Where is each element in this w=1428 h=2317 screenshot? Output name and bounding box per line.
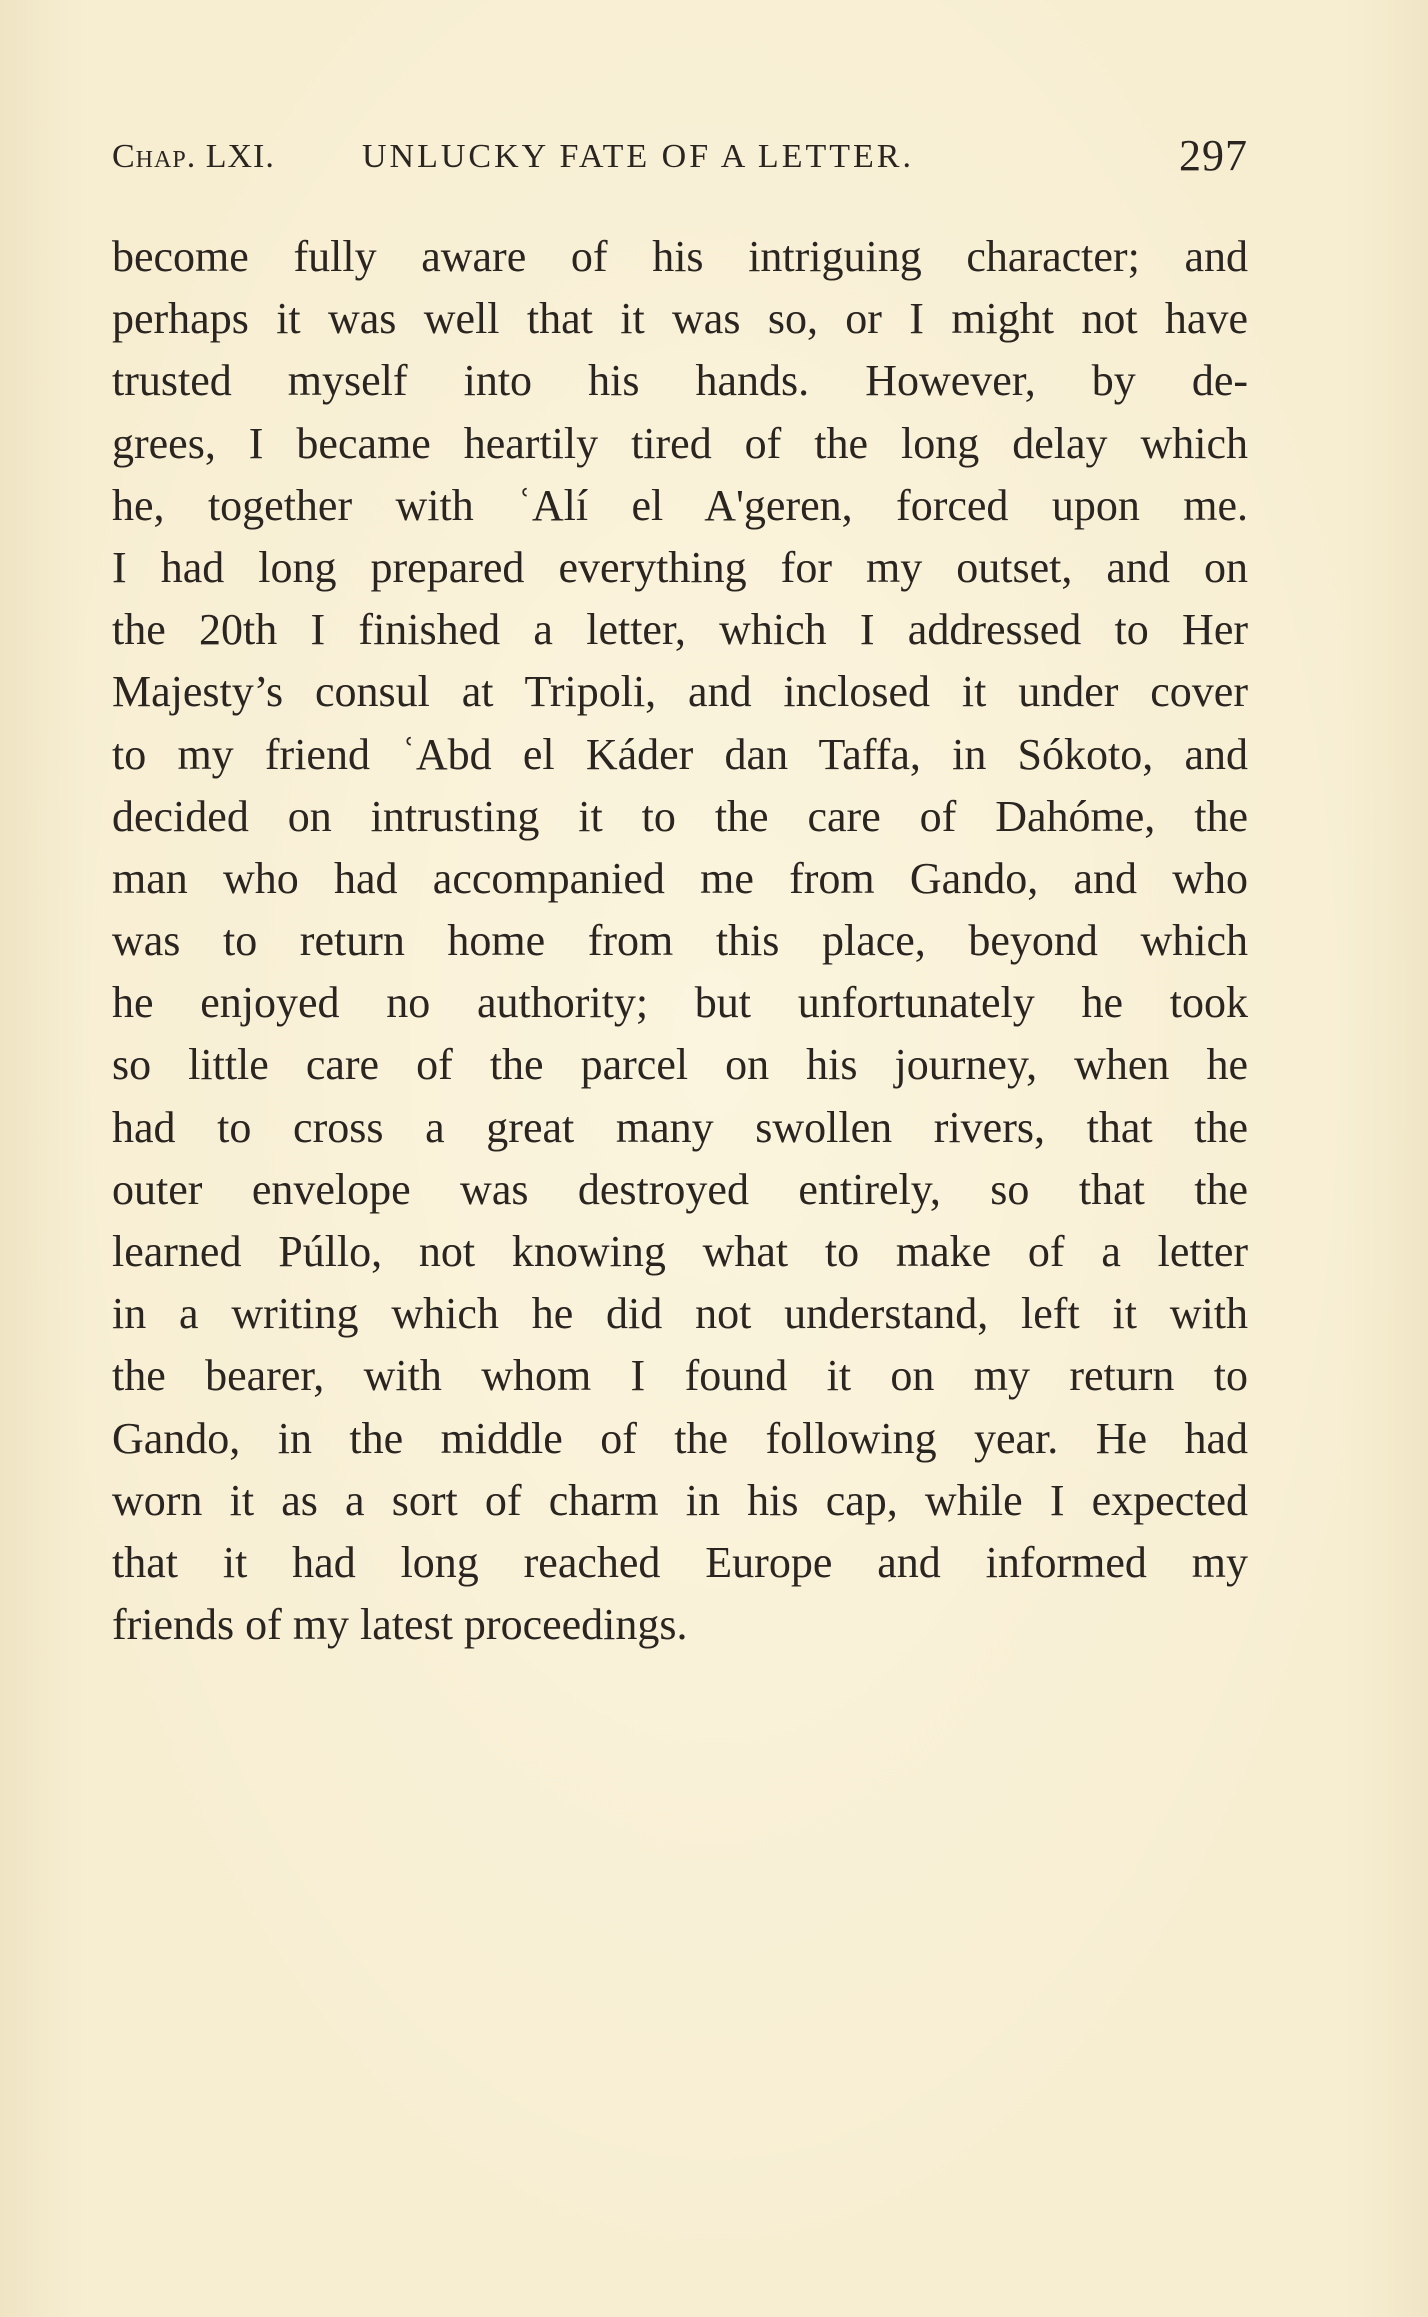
text-line: that it had long reached Europe and informed my [112,1537,1248,1587]
text-line: worn it as a sort of charm in his cap, while I expected [112,1475,1248,1525]
text-line: was to return home from this place, beyond which [112,916,1248,966]
running-title: UNLUCKY FATE OF A LETTER. [362,138,914,175]
text-line: Majesty’s consul at Tripoli, and inclosed it under cover [112,667,1248,717]
text-line: decided on intrusting it to the care of Dahóme, the [112,791,1248,841]
text-line: so little care of the parcel on his journey, when he [112,1040,1248,1090]
text-line: become fully aware of his intriguing character; and [112,232,1248,281]
text-line: to my friend ʿAbd el Káder dan Taffa, in Sókoto, and [112,729,1248,779]
text-line: friends of my latest proceedings. [112,1600,688,1650]
text-line: the bearer, with whom I found it on my return to [112,1351,1248,1401]
text-line: had to cross a great many swollen rivers, that the [112,1102,1248,1152]
text-line: Gando, in the middle of the following year. He had [112,1413,1248,1463]
text-line: man who had accompanied me from Gando, and who [112,853,1248,903]
text-line: he enjoyed no authority; but unfortunately he took [112,978,1248,1028]
text-line: trusted myself into his hands. However, by de- [112,356,1248,406]
text-line: perhaps it was well that it was so, or I might not have [112,294,1248,344]
text-line: he, together with ʿAlí el A'geren, forced upon me. [112,480,1248,530]
text-line: I had long prepared everything for my outset, and on [112,542,1248,592]
page-number: 297 [1179,131,1248,180]
chapter-label: Chap. LXI. [112,138,275,175]
text-line: the 20th I finished a letter, which I addressed to Her [112,605,1248,655]
text-line: learned Púllo, not knowing what to make of a letter [112,1227,1248,1276]
text-line: in a writing which he did not understand, left it with [112,1289,1248,1339]
text-line: outer envelope was destroyed entirely, so that the [112,1164,1248,1214]
body-text [112,226,1248,1656]
running-head [112,130,1248,190]
text-line: grees, I became heartily tired of the long delay which [112,418,1248,468]
